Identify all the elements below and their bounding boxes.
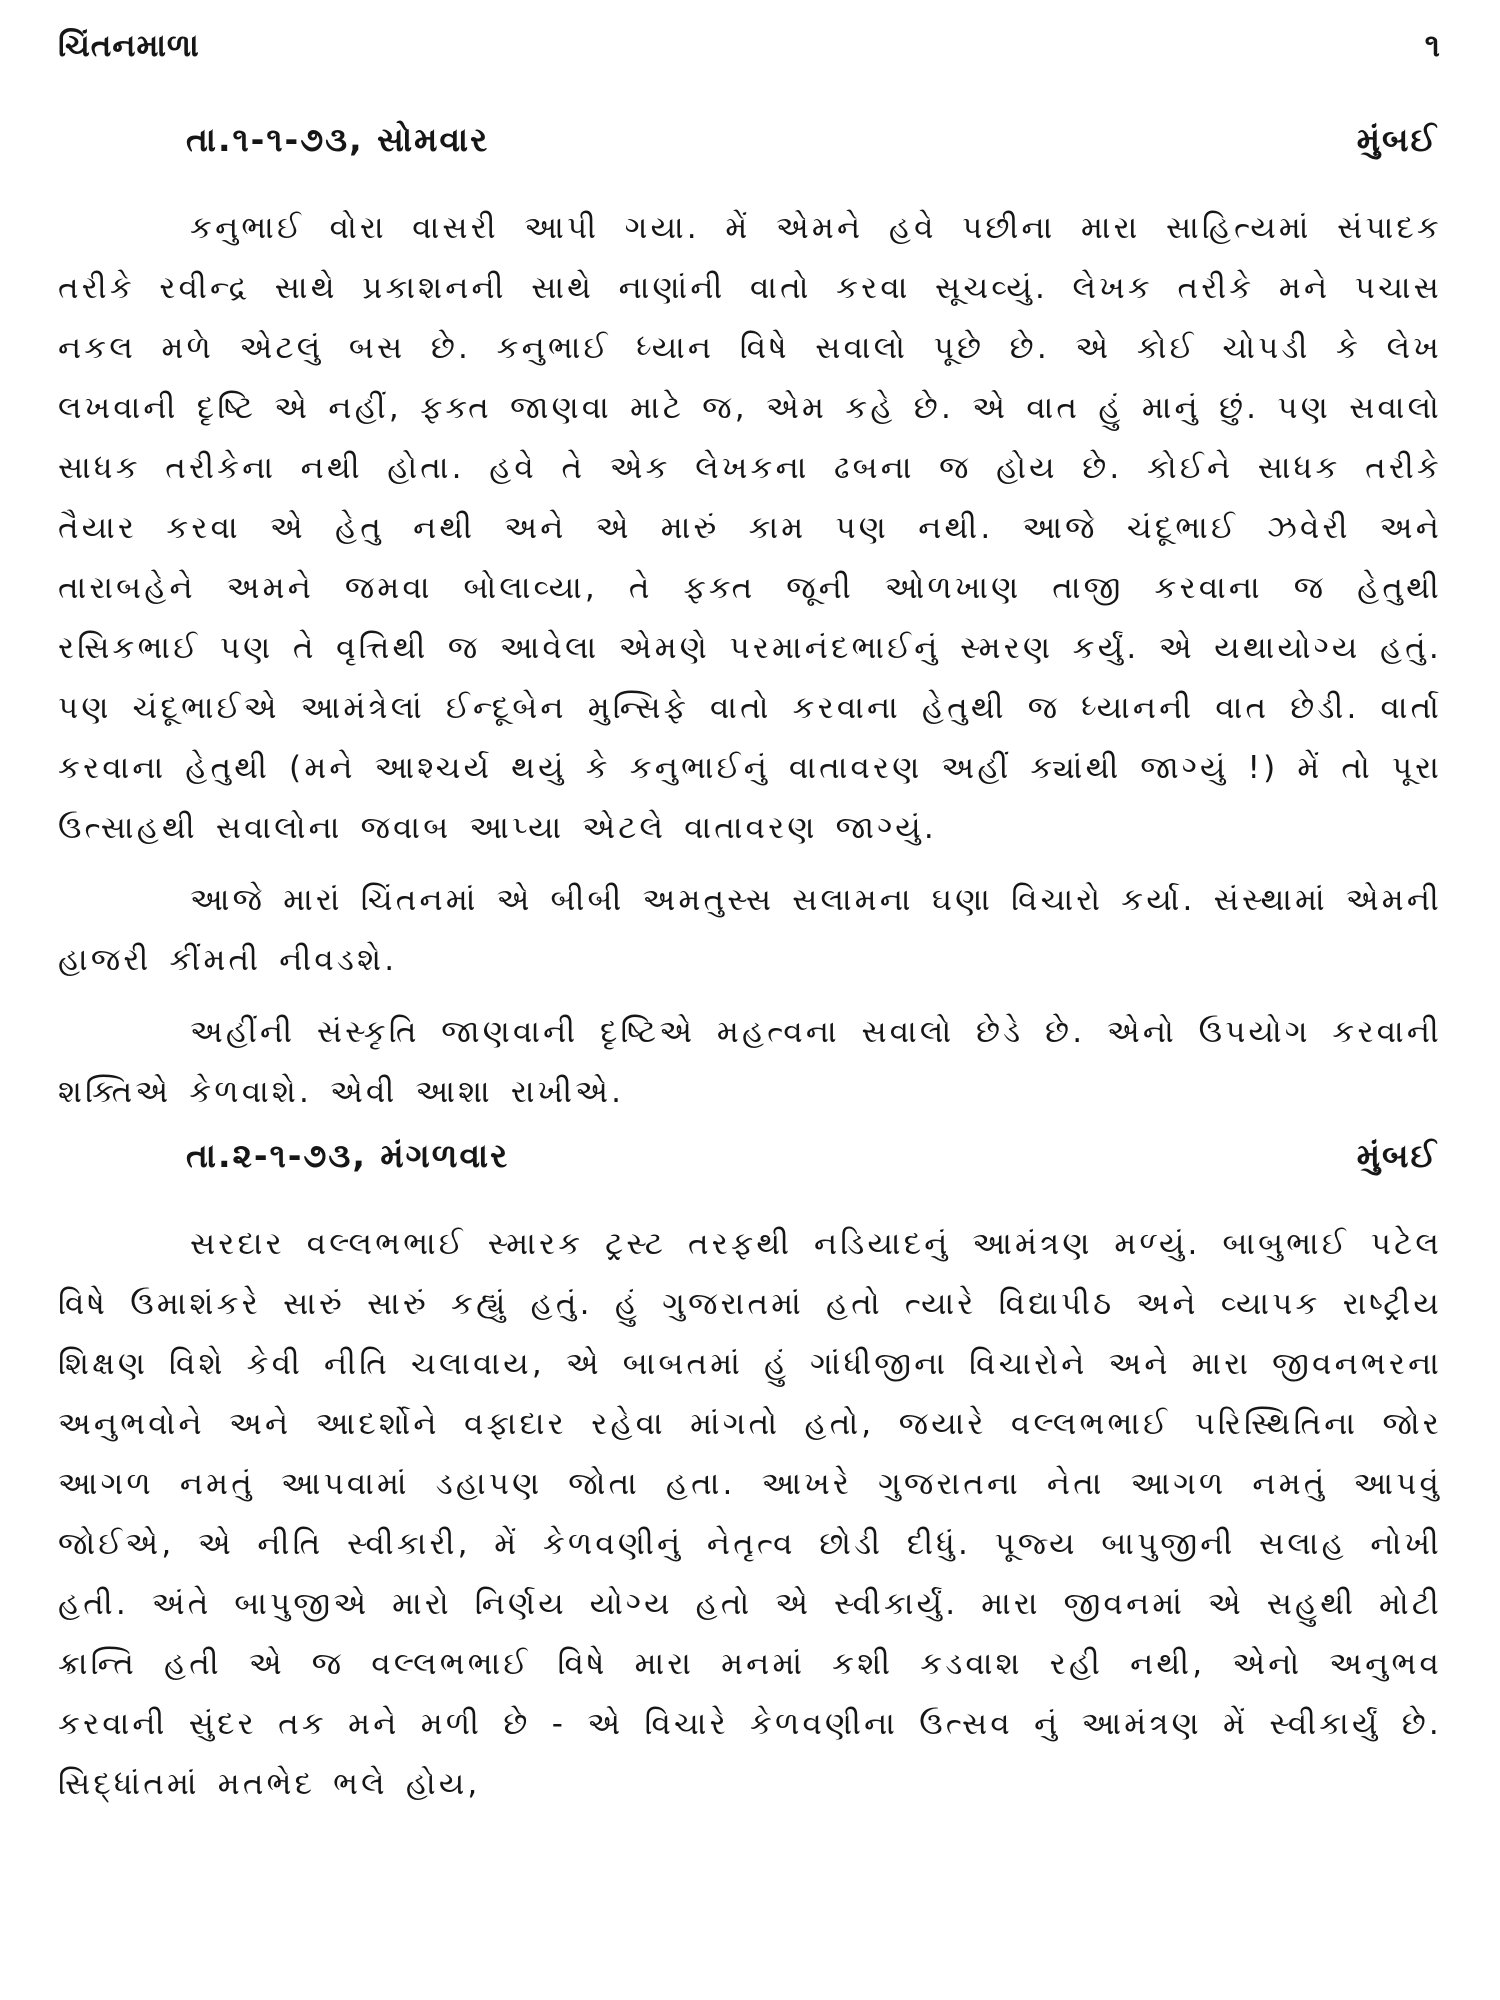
running-header [58,28,1442,88]
entry-place: મુંબઈ [1356,1136,1438,1175]
entry-heading [58,120,1442,184]
entry-place: મુંબઈ [1356,120,1438,159]
paragraph: સરદાર વલ્લભભાઈ સ્મારક ટ્રસ્ટ તરફથી નડિયાદનું આમંત્રણ મળ્યું. બાબુભાઈ પટેલ વિષે ઉમાશંકરે સારું સારું કહ્યું હતું. હું ગુજરાતમાં હતો ત્યારે વિદ્યાપીઠ અને વ્યાપક રાષ્ટ્રીય શિક્ષણ વિશે કેવી નીતિ ચલાવાય, એ બાબતમાં હું ગાંધીજીના વિચારોને અને મારા જીવનભરના અનુભવોને અને આદર્શોને વફાદાર રહેવા માંગતો હતો, જયારે વલ્લભભાઈ પરિસ્થિતિના જોર આગળ નમતું આપવામાં ડહાપણ જોતા હતા. આખરે ગુજરાતના નેતા આગળ નમતું આપવું જોઈએ, એ નીતિ સ્વીકારી, મેં કેળવણીનું નેતૃત્વ છોડી દીધું. પૂજ્ય બાપુજીની સલાહ નોખી હતી. અંતે બાપુજીએ મારો નિર્ણય યોગ્ય હતો એ સ્વીકાર્યું. મારા જીવનમાં એ સહુથી મોટી ક્રાન્તિ હતી એ જ વલ્લભભાઈ વિષે મારા મનમાં કશી કડવાશ રહી નથી, એનો અનુભવ કરવાની સુંદર તક મને મળી છે - એ વિચારે કેળવણીના ઉત્સવ નું આમંત્રણ મેં સ્વીકાર્યું છે. સિદ્ધાંતમાં મતભેદ ભલે હોય, [58,1226,1442,1802]
book-title: ચિંતનમાળા [58,28,200,64]
page-number: ૧ [1424,28,1440,64]
paragraph: અહીંની સંસ્કૃતિ જાણવાની દૃષ્ટિએ મહત્વના સવાલો છેડે છે. એનો ઉપયોગ કરવાની શક્તિએ કેળવાશે. એવી આશા રાખીએ. [58,1014,1442,1110]
entry-heading [58,1136,1442,1200]
diary-entry [58,1136,1442,1814]
entry-date: તા.૧-૧-૭૩, સોમવાર [186,120,490,159]
paragraph: કનુભાઈ વોરા વાસરી આપી ગયા. મેં એમને હવે પછીના મારા સાહિત્યમાં સંપાદક તરીકે રવીન્દ્ર સાથે પ્રકાશનની સાથે નાણાંની વાતો કરવા સૂચવ્યું. લેખક તરીકે મને પચાસ નકલ મળે એટલું બસ છે. કનુભાઈ ધ્યાન વિષે સવાલો પૂછે છે. એ કોઈ ચોપડી કે લેખ લખવાની દૃષ્ટિ એ નહીં, ફક્ત જાણવા માટે જ, એમ કહે છે. એ વાત હું માનું છું. પણ સવાલો સાધક તરીકેના નથી હોતા. હવે તે એક લેખકના ઢબના જ હોય છે. કોઈને સાધક તરીકે તૈયાર કરવા એ હેતુ નથી અને એ મારું કામ પણ નથી. આજે ચંદૂભાઈ ઝવેરી અને તારાબહેને અમને જમવા બોલાવ્યા, તે ફક્ત જૂની ઓળખાણ તાજી કરવાના જ હેતુથી રસિકભાઈ પણ તે વૃત્તિથી જ આવેલા એમણે પરમાનંદભાઈનું સ્મરણ કર્યું. એ યથાયોગ્ય હતું. પણ ચંદૂભાઈએ આમંત્રેલાં ઈન્દૂબેન મુન્સિફે વાતો કરવાના હેતુથી જ ધ્યાનની વાત છેડી. વાર્તા કરવાના હેતુથી (મને આશ્ચર્ય થયું કે કનુભાઈનું વાતાવરણ અહીં ક્યાંથી જાગ્યું !) મેં તો પૂરા ઉત્સાહથી સવાલોના જવાબ આપ્યા એટલે વાતાવરણ જાગ્યું. [58,210,1442,846]
paragraph: આજે મારાં ચિંતનમાં એ બીબી અમતુસ્સ સલામના ઘણા વિચારો કર્યા. સંસ્થામાં એમની હાજરી કીંમતી નીવડશે. [58,882,1442,978]
diary-entry [58,120,1442,1122]
entry-date: તા.૨-૧-૭૩, મંગળવાર [186,1136,510,1175]
